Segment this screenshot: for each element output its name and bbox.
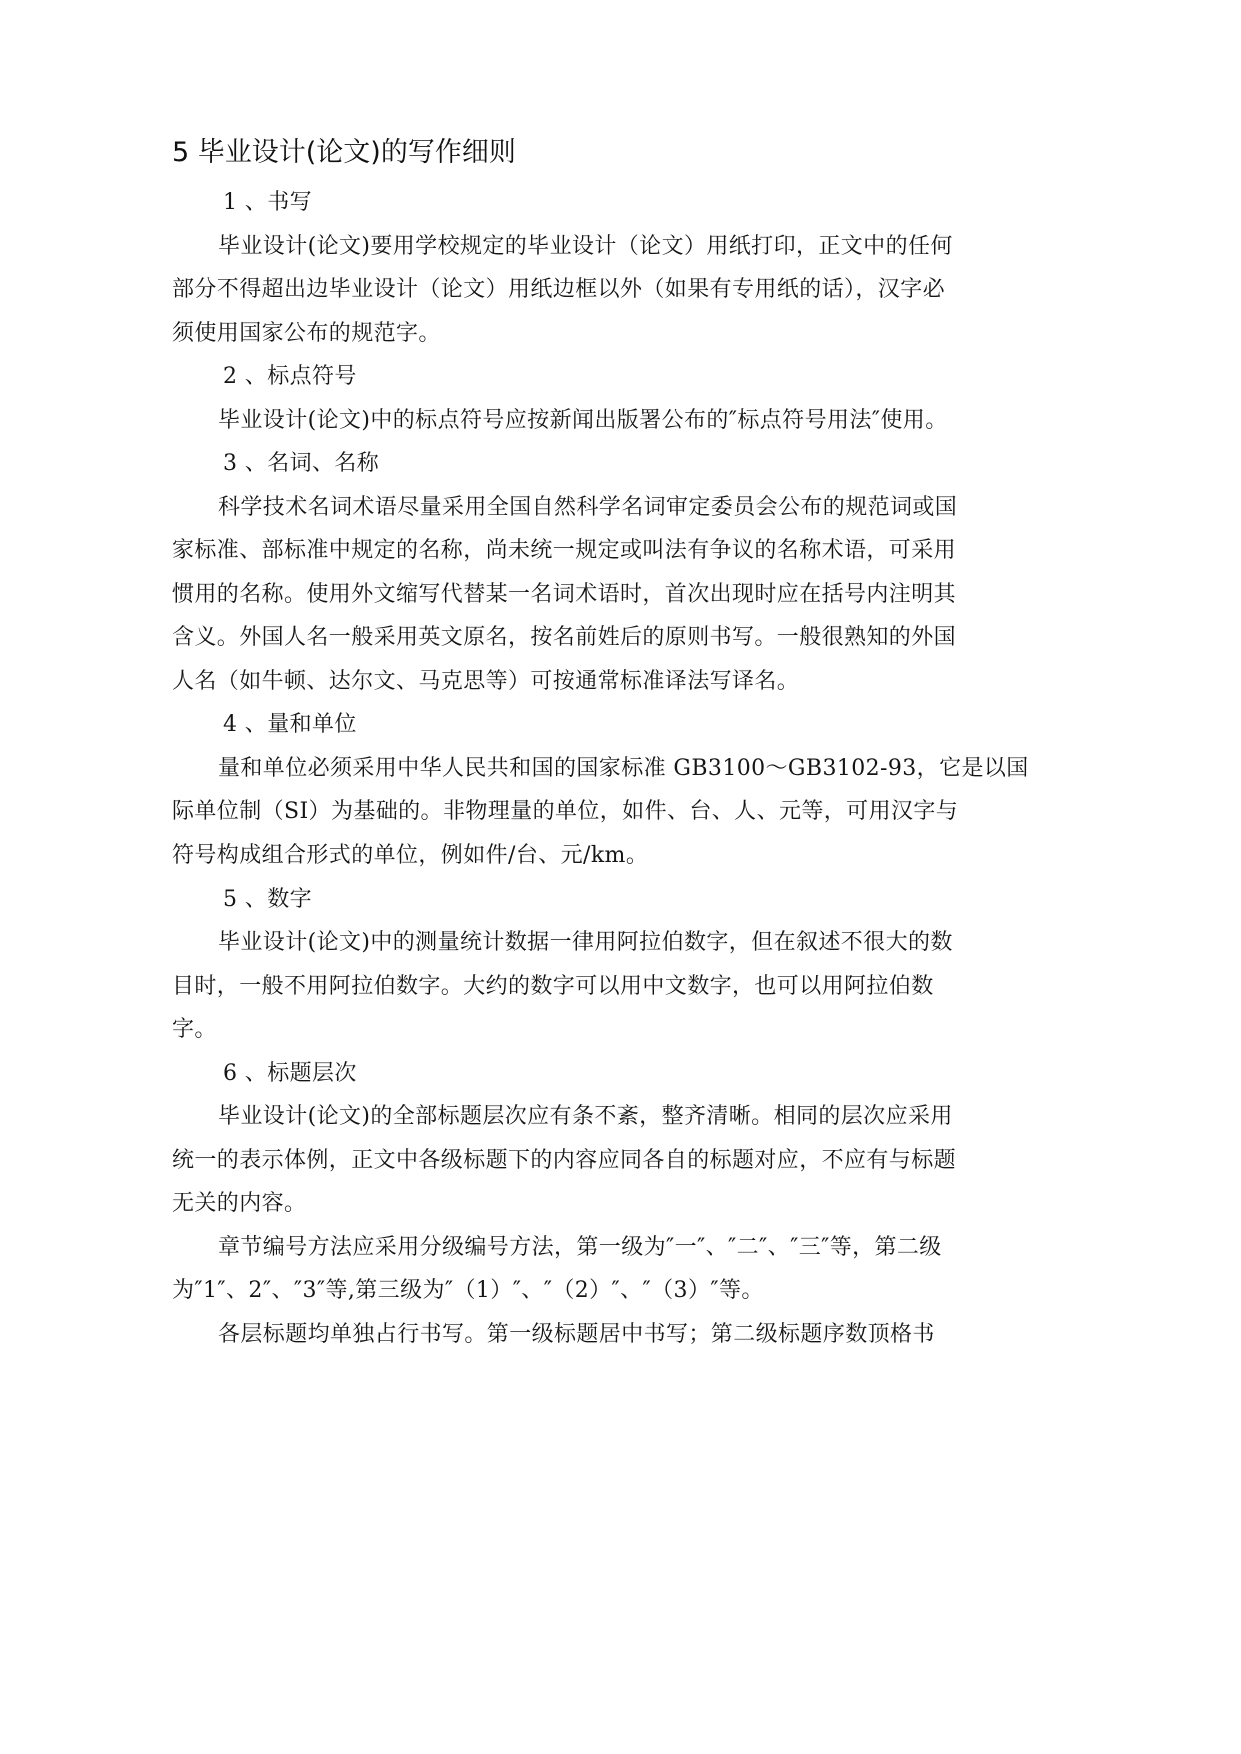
paragraph-line: 须使用国家公布的规范字。 (172, 320, 441, 346)
paragraph-line: 部分不得超出边毕业设计（论文）用纸边框以外（如果有专用纸的话），汉字必 (172, 277, 946, 303)
paragraph-line: 家标准、部标准中规定的名称，尚未统一规定或叫法有争议的名称术语，可采用 (172, 538, 957, 564)
section-heading: 3 、名词、名称 (223, 451, 380, 477)
paragraph-line: 字。 (172, 1017, 217, 1043)
paragraph-line: 章节编号方法应采用分级编号方法，第一级为″一″、″二″、″三″等，第二级 (218, 1234, 942, 1260)
paragraph (172, 747, 1212, 878)
section-punctuation (172, 355, 1212, 442)
paragraph-line: 为″1″、2″、″3″等,第三级为″（1）″、″（2）″、″（3）″等。 (172, 1278, 764, 1304)
paragraph (172, 1226, 1212, 1313)
paragraph (172, 225, 1212, 356)
paragraph-line: 毕业设计(论文)中的测量统计数据一律用阿拉伯数字，但在叙述不很大的数 (218, 930, 953, 956)
section-quantities-units (172, 703, 1212, 877)
section-heading: 5 、数字 (223, 886, 312, 912)
section-numbers (172, 878, 1212, 1052)
paragraph-line: 目时，一般不用阿拉伯数字。大约的数字可以用中文数字，也可以用阿拉伯数 (172, 973, 934, 999)
paragraph (172, 921, 1212, 1052)
paragraph-line: 科学技术名词术语尽量采用全国自然科学名词审定委员会公布的规范词或国 (218, 494, 958, 520)
section-heading: 2 、标点符号 (223, 364, 357, 390)
section-heading-levels (172, 1052, 1212, 1357)
paragraph-line: 符号构成组合形式的单位，例如件/台、元/km。 (172, 842, 649, 868)
paragraph-line: 无关的内容。 (172, 1191, 307, 1217)
page-title: 5 毕业设计(论文)的写作细则 (172, 137, 516, 168)
paragraph-line: 毕业设计(论文)的全部标题层次应有条不紊，整齐清晰。相同的层次应采用 (218, 1104, 953, 1130)
paragraph-line: 含义。外国人名一般采用英文原名，按名前姓后的原则书写。一般很熟知的外国 (172, 625, 957, 651)
paragraph-line: 各层标题均单独占行书写。第一级标题居中书写；第二级标题序数顶格书 (218, 1321, 935, 1347)
paragraph-line: 量和单位必须采用中华人民共和国的国家标准 GB3100～GB3102-93，它是以国 (218, 755, 1029, 781)
paragraph (172, 486, 1212, 704)
paragraph-line: 统一的表示体例，正文中各级标题下的内容应同各自的标题对应，不应有与标题 (172, 1147, 957, 1173)
paragraph-line: 人名（如牛顿、达尔文、马克思等）可按通常标准译法写译名。 (172, 668, 800, 694)
paragraph-line: 毕业设计(论文)中的标点符号应按新闻出版署公布的″标点符号用法″使用。 (218, 407, 948, 433)
document-body (172, 181, 1212, 1356)
section-terms (172, 442, 1212, 703)
section-heading: 1 、书写 (223, 190, 312, 215)
section-writing (172, 181, 1212, 355)
paragraph-line: 毕业设计(论文)要用学校规定的毕业设计（论文）用纸打印，正文中的任何 (218, 233, 953, 259)
paragraph (172, 1313, 1212, 1357)
paragraph (172, 1095, 1212, 1226)
section-heading: 6 、标题层次 (223, 1060, 357, 1086)
paragraph-line: 惯用的名称。使用外文缩写代替某一名词术语时，首次出现时应在括号内注明其 (172, 581, 957, 607)
paragraph (172, 399, 1212, 443)
section-heading: 4 、量和单位 (223, 712, 357, 738)
paragraph-line: 际单位制（SI）为基础的。非物理量的单位，如件、台、人、元等，可用汉字与 (172, 799, 959, 825)
